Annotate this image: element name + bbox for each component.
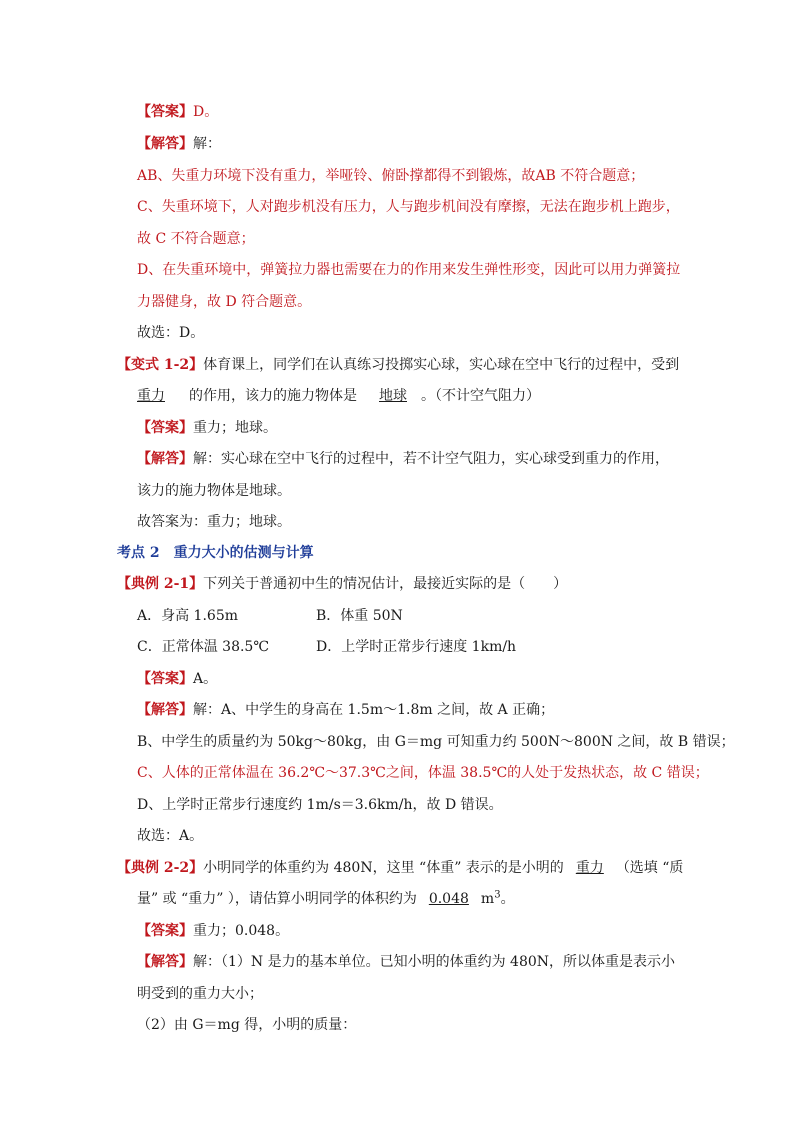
answer-text: D。 <box>193 104 219 120</box>
solution-1-c1: C、失重环境下，人对跑步机没有压力，人与跑步机间没有摩擦，无法在跑步机上跑步， <box>137 199 680 215</box>
variant-q2b: 。（不计空气阻力） <box>421 388 540 404</box>
solution-1-ab: AB、失重力环境下没有重力，举哑铃、俯卧撑都得不到锻炼，故AB 不符合题意； <box>137 168 645 184</box>
solution-1-choose: 故选：D。 <box>137 325 205 341</box>
variant-q1: 体育课上，同学们在认真练习投掷实心球，实心球在空中飞行的过程中，受到 <box>203 357 680 373</box>
solution-1-d1: D、在失重环境中，弹簧拉力器也需要在力的作用来发生弹性形变，因此可以用力弹簧拉 <box>137 262 681 278</box>
variant-1-2-final: 故答案为：重力；地球。 <box>137 514 291 530</box>
example-2-2-question-line2: 量” 或 “重力” ），请估算小明同学的体积约为 0.048 $m^3$。 <box>137 889 515 907</box>
solution-1-d2: 力器健身，故 D 符合题意。 <box>137 294 312 310</box>
blank-weight: 重力 <box>575 860 604 876</box>
solution-1-c2: 故 C 不符合题意； <box>137 231 255 247</box>
solution-label: 【解答】 <box>137 136 193 152</box>
answer-1 <box>137 102 218 122</box>
example-2-2-solution-line3: （2）由 G＝mg 得，小明的质量： <box>137 1017 357 1033</box>
variant-1-2-question <box>117 355 679 375</box>
solution-1-head <box>137 134 221 154</box>
example-2-2-answer: 【答案】重力；0.048。 <box>137 923 290 939</box>
option-c: C．正常体温 38.5℃ <box>137 639 269 655</box>
option-d: D．上学时正常步行速度 1km/h <box>316 639 517 655</box>
option-a: A．身高 1.65m <box>137 608 239 624</box>
variant-1-2-question-line2 <box>137 386 540 406</box>
example-2-2-solution: 【解答】解：（1）N 是力的基本单位。已知小明的体重约为 480N，所以体重是表示小 <box>137 954 676 970</box>
variant-1-2-answer: 【答案】重力；地球。 <box>137 420 277 436</box>
example-2-2-solution-line2: 明受到的重力大小； <box>137 986 263 1002</box>
blank-2: 地球 <box>379 388 407 404</box>
variant-1-2-solution: 【解答】解：实心球在空中飞行的过程中，若不计空气阻力，实心球受到重力的作用， <box>137 451 669 467</box>
example-2-1-solution-c: C、人体的正常体温在 36.2℃～37.3℃之间，体温 38.5℃的人处于发热状态，故 C 错误； <box>137 765 709 781</box>
option-b: B．体重 50N <box>316 608 403 624</box>
variant-1-2-solution-line2: 该力的施力物体是地球。 <box>137 483 291 499</box>
blank-volume: 0.048 <box>428 891 469 907</box>
answer-label: 【答案】 <box>137 104 193 120</box>
solution-lead: 解： <box>193 136 221 152</box>
example-2-2-question: 【典例 2-2】小明同学的体重约为 480N，这里 “体重” 表示的是小明的 重力 （选填 “质 <box>117 860 684 876</box>
example-2-1-answer: 【答案】A。 <box>137 671 218 687</box>
example-2-1-question: 【典例 2-1】下列关于普通初中生的情况估计，最接近实际的是（ ） <box>117 576 568 592</box>
example-2-1-solution-b: B、中学生的质量约为 50kg～80kg，由 G＝mg 可知重力约 500N～800N 之间，故 B 错误； <box>137 734 735 750</box>
section-heading: 考点 2 重力大小的估测与计算 <box>117 545 314 561</box>
blank-1: 重力 <box>137 388 165 404</box>
example-2-1-solution-a: 【解答】解：A、中学生的身高在 1.5m～1.8m 之间，故 A 正确； <box>137 702 555 718</box>
variant-label: 【变式 1-2】 <box>117 357 204 373</box>
example-2-1-solution-d: D、上学时正常步行速度约 1m/s＝3.6km/h，故 D 错误。 <box>137 797 503 813</box>
example-2-1-choose: 故选：A。 <box>137 828 204 844</box>
variant-q2a: 的作用，该力的施力物体是 <box>189 388 357 404</box>
